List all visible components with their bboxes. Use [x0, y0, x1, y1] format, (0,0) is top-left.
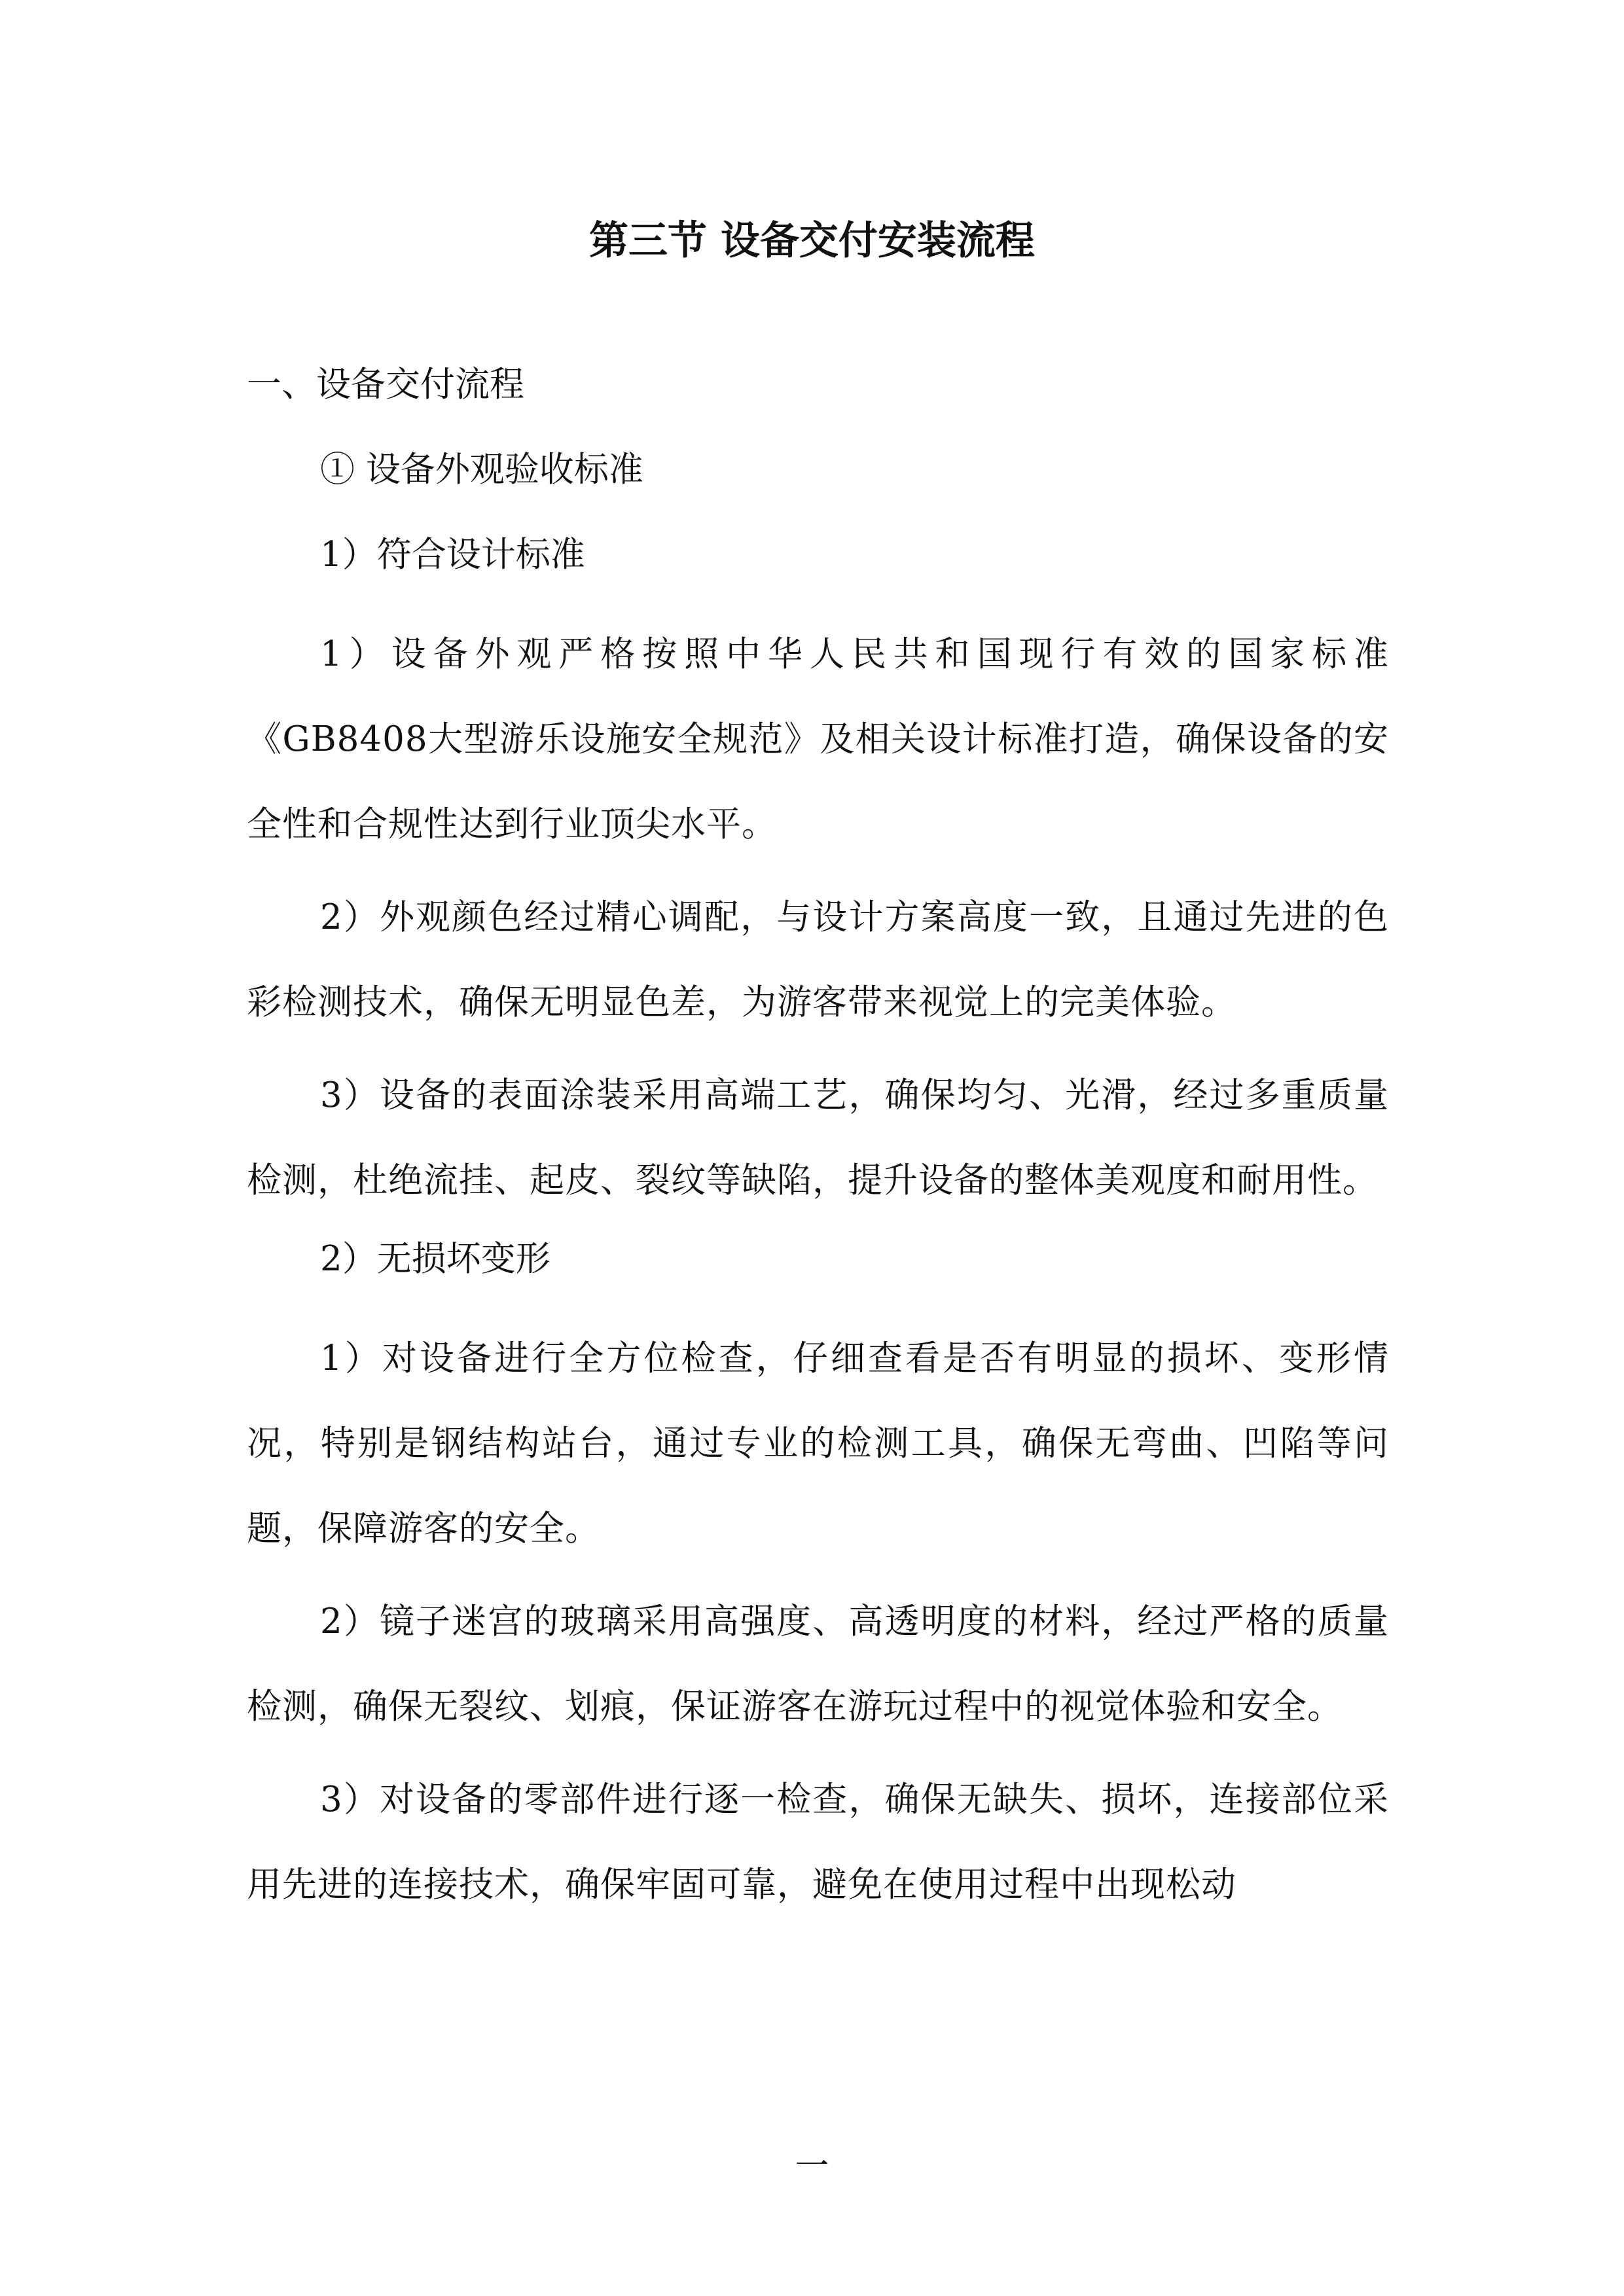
section-heading: 一、设备交付流程	[247, 365, 524, 404]
group-1-item-1: 1）设备外观严格按照中华人民共和国现行有效的国家标准《GB8408大型游乐设施安全规范》及相关设计标准打造，确保设备的安全性和合规性达到行业顶尖水平。	[247, 634, 1389, 844]
subsection-heading: ① 设备外观验收标准	[320, 450, 643, 490]
group-2-item-3: 3）对设备的零部件进行逐一检查，确保无缺失、损坏，连接部位采用先进的连接技术，确保牢固可靠，避免在使用过程中出现松动	[247, 1780, 1389, 1905]
group-2-item-2: 2）镜子迷宫的玻璃采用高强度、高透明度的材料，经过严格的质量检测，确保无裂纹、划痕，保证游客在游玩过程中的视觉体验和安全。	[247, 1602, 1389, 1727]
group-1-heading: 1）符合设计标准	[320, 535, 585, 575]
page-number: 一	[795, 2147, 829, 2186]
group-2-item-1: 1）对设备进行全方位检查，仔细查看是否有明显的损坏、变形情况，特别是钢结构站台，通过专业的检测工具，确保无弯曲、凹陷等问题，保障游客的安全。	[247, 1338, 1389, 1549]
document-body	[247, 357, 1389, 1928]
group-1-item-2: 2）外观颜色经过精心调配，与设计方案高度一致，且通过先进的色彩检测技术，确保无明显色差，为游客带来视觉上的完美体验。	[247, 897, 1389, 1022]
page-title: 第三节 设备交付安装流程	[589, 218, 1035, 264]
group-1-item-3: 3）设备的表面涂装采用高端工艺，确保均匀、光滑，经过多重质量检测，杜绝流挂、起皮、裂纹等缺陷，提升设备的整体美观度和耐用性。	[247, 1075, 1389, 1200]
group-2-heading: 2）无损坏变形	[320, 1239, 550, 1279]
